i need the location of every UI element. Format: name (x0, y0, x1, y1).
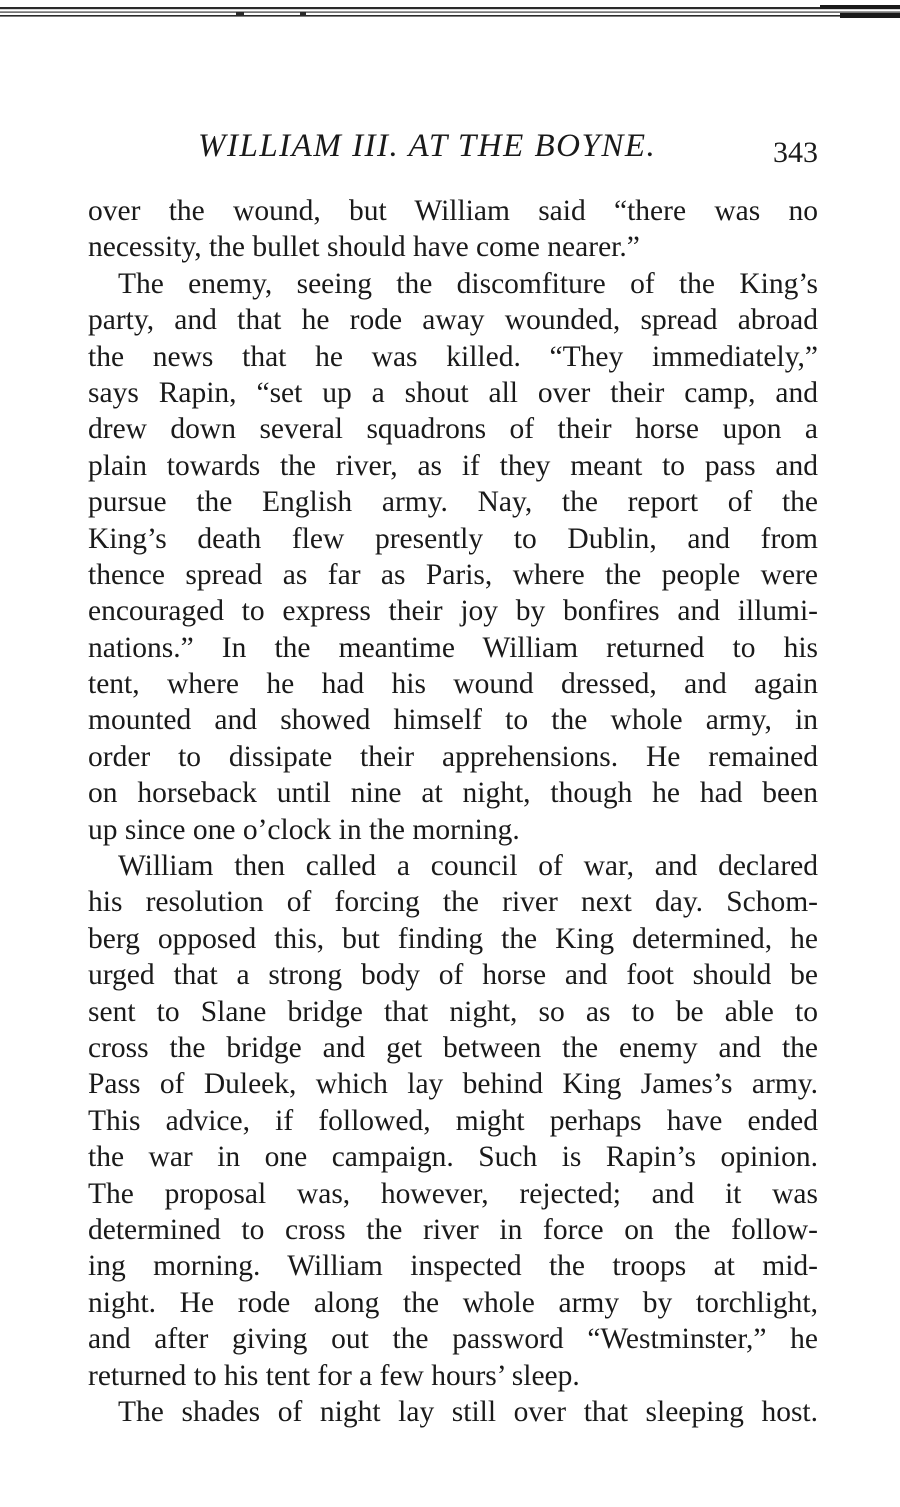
text-line: sent to Slane bridge that night, so as to be able to (88, 995, 818, 1028)
text-line: over the wound, but William said “there was no (88, 195, 818, 227)
text-line: pursue the English army. Nay, the report of the (88, 486, 818, 519)
page-number: 343 (773, 136, 818, 169)
text-line: the news that he was killed. “They immediately,” (88, 340, 818, 373)
text-line: The proposal was, however, rejected; and it was (88, 1177, 818, 1210)
text-line: up since one o’clock in the morning. (88, 813, 520, 846)
running-title: WILLIAM III. AT THE BOYNE. (198, 128, 657, 164)
text-line: night. He rode along the whole army by torchlight, (88, 1286, 818, 1319)
text-line: party, and that he rode away wounded, spread abroad (88, 304, 818, 337)
text-line: says Rapin, “set up a shout all over their camp, and (88, 376, 818, 409)
running-header (88, 128, 818, 172)
text-line: thence spread as far as Paris, where the people were (88, 558, 818, 591)
text-line: on horseback until nine at night, though he had been (88, 777, 818, 810)
text-line: cross the bridge and get between the enemy and the (88, 1031, 818, 1064)
text-line: This advice, if followed, might perhaps have ended (88, 1104, 818, 1137)
text-line: drew down several squadrons of their horse upon a (88, 413, 818, 446)
page-body-text (88, 193, 818, 1430)
text-line: returned to his tent for a few hours’ sleep. (88, 1359, 580, 1392)
text-line: his resolution of forcing the river next day. Schom- (88, 886, 818, 919)
text-line: and after giving out the password “Westminster,” he (88, 1323, 818, 1356)
top-border-rule (0, 4, 900, 20)
text-line: determined to cross the river in force on the follow- (88, 1213, 818, 1246)
text-line: order to dissipate their apprehensions. He remained (88, 740, 818, 773)
text-line: William then called a council of war, and declared (118, 850, 818, 883)
text-line: Pass of Duleek, which lay behind King James’s army. (88, 1068, 818, 1101)
text-line: nations.” In the meantime William returned to his (88, 631, 818, 664)
text-line: King’s death flew presently to Dublin, and from (88, 522, 818, 555)
text-line: tent, where he had his wound dressed, and again (88, 668, 818, 701)
text-line: The enemy, seeing the discomfiture of the King’s (118, 267, 818, 300)
text-line: the war in one campaign. Such is Rapin’s opinion. (88, 1141, 818, 1174)
text-line: berg opposed this, but finding the King determined, he (88, 922, 818, 955)
text-line: The shades of night lay still over that sleeping host. (118, 1395, 818, 1428)
text-line: mounted and showed himself to the whole army, in (88, 704, 818, 737)
text-line: necessity, the bullet should have come nearer.” (88, 231, 640, 264)
text-line: plain towards the river, as if they meant to pass and (88, 449, 818, 482)
text-line: ing morning. William inspected the troops at mid- (88, 1250, 818, 1283)
text-line: encouraged to express their joy by bonfires and illumi- (88, 595, 818, 628)
text-line: urged that a strong body of horse and foot should be (88, 959, 818, 992)
